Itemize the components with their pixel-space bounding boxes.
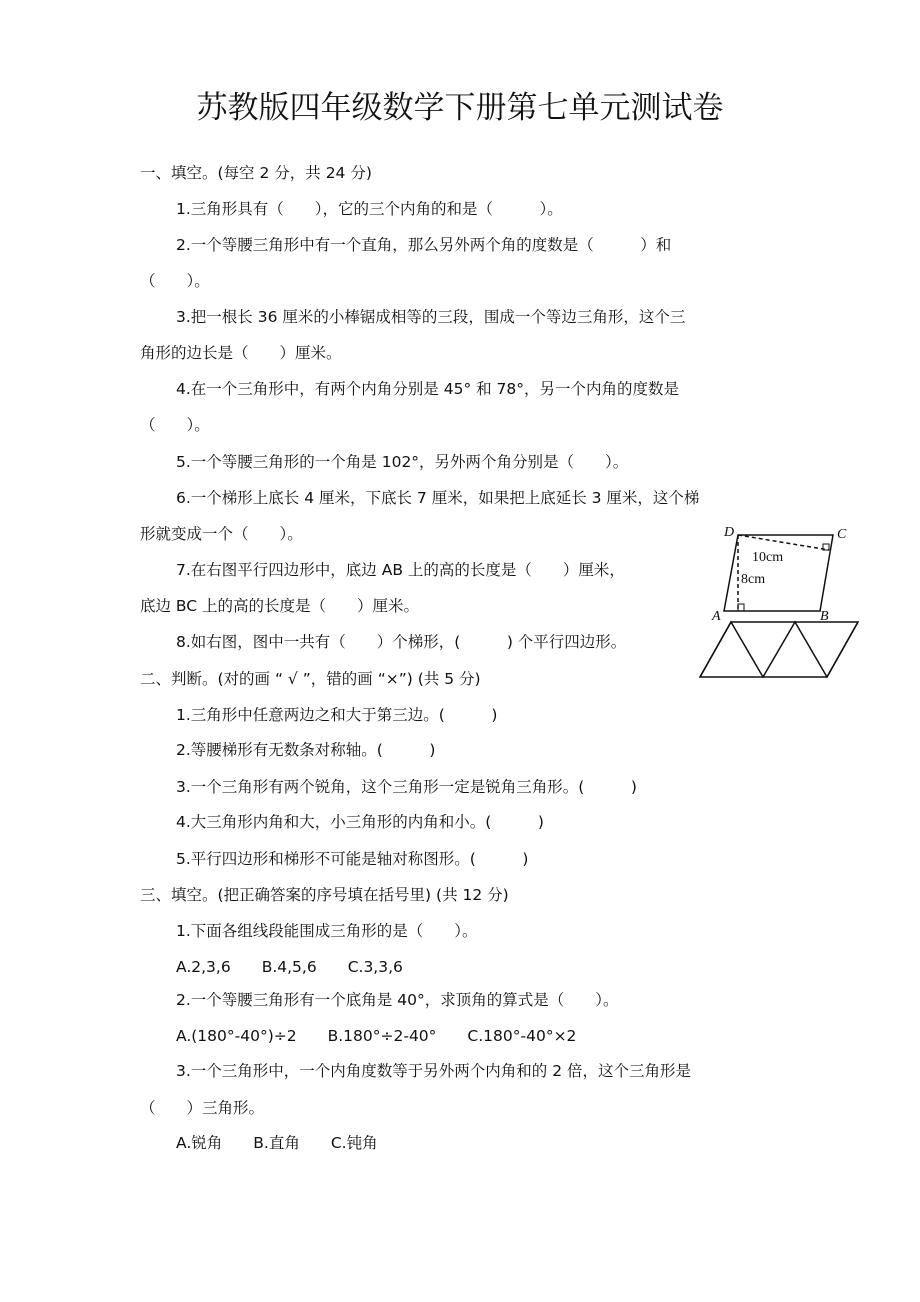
question-line: 角形的边长是（ ）厘米。 <box>140 344 342 362</box>
page-title: 苏教版四年级数学下册第七单元测试卷 <box>196 90 724 126</box>
question-line: 底边 BC 上的高的长度是（ ）厘米。 <box>140 597 420 615</box>
question-line: （ ）。 <box>140 272 210 290</box>
question-line: 5.平行四边形和梯形不可能是轴对称图形。( ) <box>176 850 529 868</box>
label-c: C <box>837 527 847 542</box>
question-line: 形就变成一个（ ）。 <box>140 525 303 543</box>
question-line: 5.一个等腰三角形的一个角是 102°，另外两个角分别是（ ）。 <box>176 453 629 471</box>
question-line: 2.等腰梯形有无数条对称轴。( ) <box>176 741 436 759</box>
question-line: （ ）三角形。 <box>140 1099 265 1117</box>
question-line: 1.三角形中任意两边之和大于第三边。( ) <box>176 706 498 724</box>
label-10cm: 10cm <box>752 550 784 565</box>
question-line: 4.在一个三角形中，有两个内角分别是 45° 和 78°，另一个内角的度数是 <box>176 380 680 398</box>
label-a: A <box>712 609 721 624</box>
question-line: 7.在右图平行四边形中，底边 AB 上的高的长度是（ ）厘米， <box>176 561 625 579</box>
question-line: 3.一个三角形中，一个内角度数等于另外两个内角和的 2 倍，这个三角形是 <box>176 1062 692 1080</box>
label-b: B <box>820 609 829 624</box>
question-line: A.(180°-40°)÷2 B.180°÷2-40° C.180°-40°×2 <box>176 1027 577 1045</box>
question-line: 3.一个三角形有两个锐角，这个三角形一定是锐角三角形。( ) <box>176 778 637 796</box>
section-heading: 三、填空。(把正确答案的序号填在括号里) (共 12 分) <box>140 886 509 904</box>
label-8cm: 8cm <box>741 572 766 587</box>
question-line: 2.一个等腰三角形有一个底角是 40°，求顶角的算式是（ ）。 <box>176 991 619 1009</box>
question-line: A.锐角 B.直角 C.钝角 <box>176 1134 378 1152</box>
question-line: 1.三角形具有（ ），它的三个内角的和是（ ）。 <box>176 200 563 218</box>
question-line: 1.下面各组线段能围成三角形的是（ ）。 <box>176 922 478 940</box>
question-line: A.2,3,6 B.4,5,6 C.3,3,6 <box>176 958 403 976</box>
section-heading: 二、判断。(对的画 “ √ ”，错的画 “×”) (共 5 分) <box>140 670 481 688</box>
question-line: 2.一个等腰三角形中有一个直角，那么另外两个角的度数是（ ）和 <box>176 236 672 254</box>
question-line: 6.一个梯形上底长 4 厘米，下底长 7 厘米，如果把上底延长 3 厘米，这个梯 <box>176 489 700 507</box>
question-line: 3.把一根长 36 厘米的小棒锯成相等的三段，围成一个等边三角形，这个三 <box>176 308 686 326</box>
section-heading: 一、填空。(每空 2 分，共 24 分) <box>140 164 372 182</box>
question-line: （ ）。 <box>140 416 210 434</box>
question-line: 4.大三角形内角和大，小三角形的内角和小。( ) <box>176 813 544 831</box>
trapezoid-figure <box>700 622 858 677</box>
label-d: D <box>724 525 735 540</box>
question-line: 8.如右图，图中一共有（ ）个梯形，( ) 个平行四边形。 <box>176 633 627 651</box>
